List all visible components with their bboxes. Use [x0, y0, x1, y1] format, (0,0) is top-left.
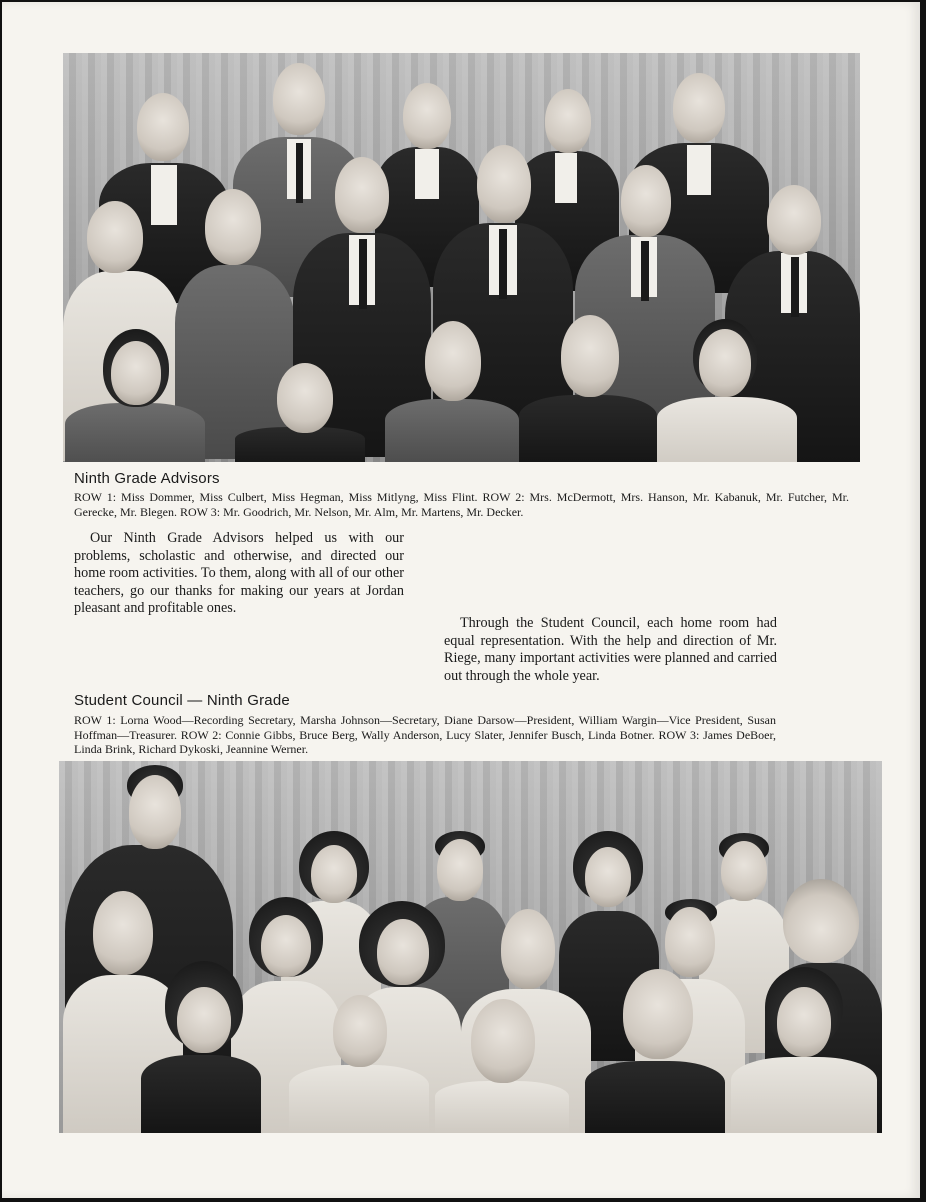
- student-council-group-photo: [59, 761, 882, 1133]
- council-paragraph: Through the Student Council, each home room had equal representation. With the help and direction of Mr. Riege, many important activities were planned and carried out through the whole year.: [444, 615, 777, 684]
- council-figure: [435, 999, 569, 1133]
- advisor-figure: [519, 315, 657, 462]
- advisors-caption-title: Ninth Grade Advisors: [74, 470, 220, 487]
- council-figure: [731, 967, 877, 1133]
- advisor-figure: [385, 321, 519, 462]
- council-figure: [585, 969, 725, 1133]
- council-name-list: ROW 1: Lorna Wood—Recording Secretary, Marsha Johnson—Secretary, Diane Darsow—President, William Wargin—Vice President, Susan Hoffman—Treasurer. ROW 2: Connie Gibbs, Bruce Berg, Wally Anderson, Lucy Slater, Jennifer Busch, Linda Botner. ROW 3: James DeBoer, Linda Brink, Richard Dykoski, Jeannine Werner.: [74, 713, 776, 756]
- council-caption-title: Student Council — Ninth Grade: [74, 692, 290, 709]
- yearbook-page: [2, 2, 920, 1198]
- advisors-group-photo: [63, 53, 860, 462]
- advisors-name-list: ROW 1: Miss Dommer, Miss Culbert, Miss Hegman, Miss Mitlyng, Miss Flint. ROW 2: Mrs. McDermott, Mrs. Hanson, Mr. Kabanuk, Mr. Futcher, Mr. Gerecke, Mr. Blegen. ROW 3: Mr. Goodrich, Mr. Nelson, Mr. Alm, Mr. Martens, Mr. Decker.: [74, 490, 849, 519]
- council-figure: [141, 961, 261, 1133]
- advisor-figure: [657, 319, 797, 462]
- advisor-figure: [235, 363, 365, 462]
- advisor-figure: [65, 329, 205, 462]
- council-figure: [289, 995, 429, 1133]
- advisors-paragraph: Our Ninth Grade Advisors helped us with our problems, scholastic and otherwise, and directed our home room activities. To them, along with all of our other teachers, go our thanks for making our years at Jordan pleasant and profitable ones.: [74, 530, 404, 617]
